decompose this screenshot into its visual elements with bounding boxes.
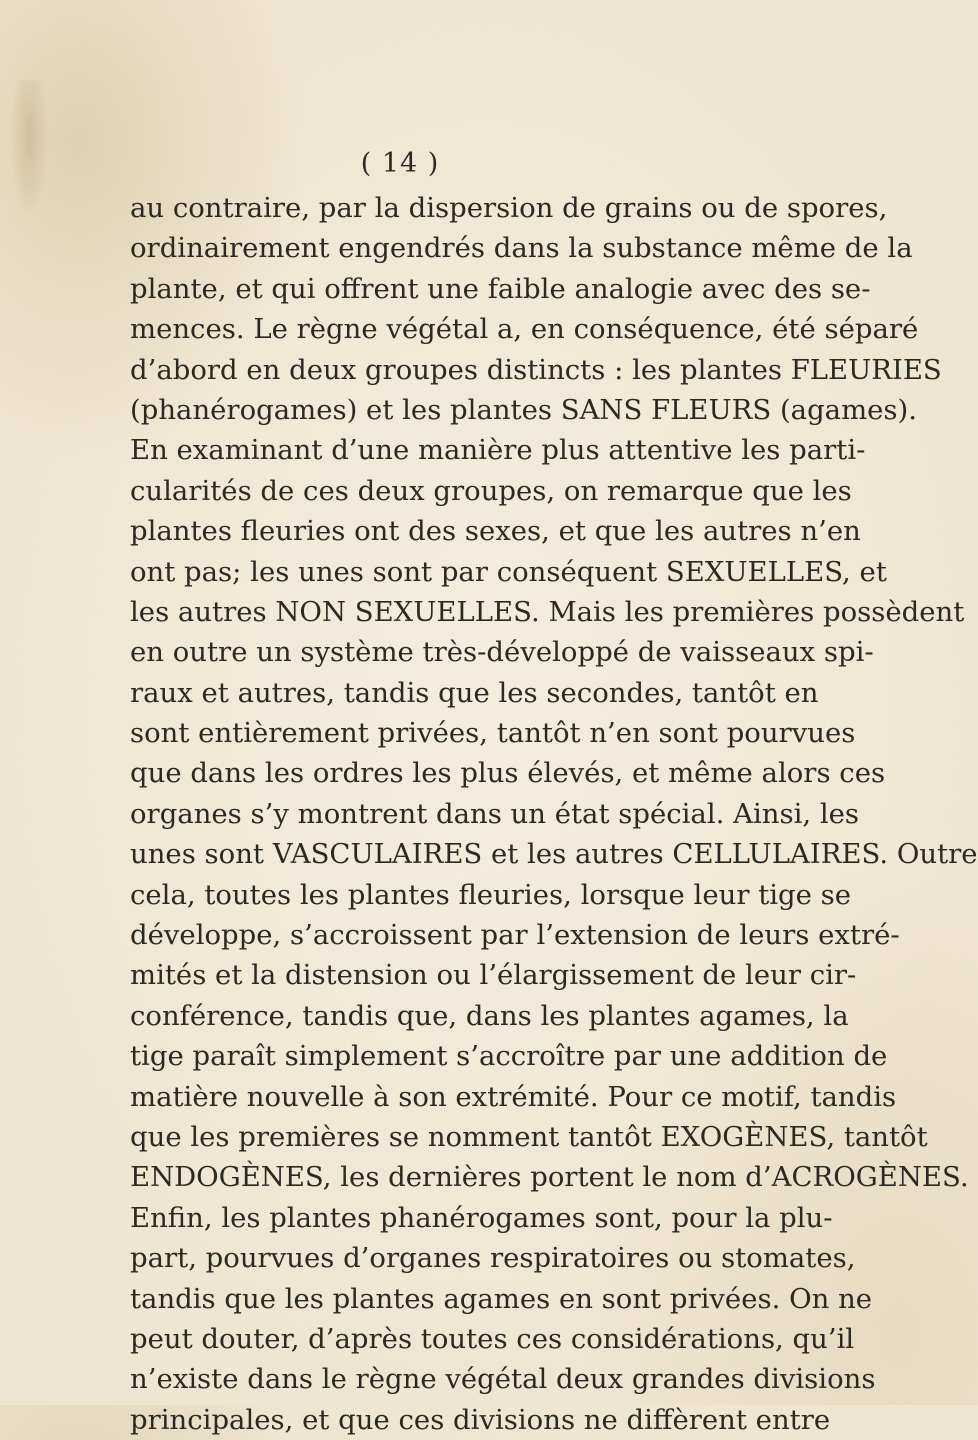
text-line: principales, et que ces divisions ne diffèrent entre [130,1403,831,1436]
page-number: ( 14 ) [360,148,440,179]
text-line: mences. Le règne végétal a, en conséquence, été séparé [130,313,919,346]
text-line: développe, s’accroissent par l’extension de leurs extré- [130,919,900,952]
text-line: les autres NON SEXUELLES. Mais les premières possèdent [130,595,965,628]
text-line: part, pourvues d’organes respiratoires ou stomates, [130,1242,856,1275]
text-line: organes s’y montrent dans un état spécial. Ainsi, les [130,797,860,830]
text-line: unes sont VASCULAIRES et les autres CELLULAIRES. Outre [130,838,978,871]
text-line: ordinairement engendrés dans la substance même de la [130,232,913,265]
text-line: cela, toutes les plantes fleuries, lorsque leur tige se [130,878,852,911]
text-line: conférence, tandis que, dans les plantes agames, la [130,999,849,1032]
text-line: matière nouvelle à son extrémité. Pour ce motif, tandis [130,1080,897,1113]
text-line: sont entièrement privées, tantôt n’en sont pourvues [130,717,856,750]
text-line: plante, et qui offrent une faible analogie avec des se- [130,272,871,305]
body-text [130,188,978,1440]
text-line: (phanérogames) et les plantes SANS FLEURS (agames). [130,393,918,426]
text-line: raux et autres, tandis que les secondes, tantôt en [130,676,819,709]
text-line: peut douter, d’après toutes ces considérations, qu’il [130,1322,855,1355]
text-line: n’existe dans le règne végétal deux grandes divisions [130,1363,876,1396]
text-line: au contraire, par la dispersion de grains ou de spores, [130,192,888,224]
text-line: en outre un système très-développé de vaisseaux spi- [130,636,874,669]
text-line: ENDOGÈNES, les dernières portent le nom d’ACROGÈNES. [130,1161,969,1194]
text-line: d’abord en deux groupes distincts : les plantes FLEURIES [130,353,942,386]
text-line: plantes fleuries ont des sexes, et que les autres n’en [130,515,861,548]
text-line: tige paraît simplement s’accroître par une addition de [130,1040,888,1073]
text-line: que dans les ordres les plus élevés, et même alors ces [130,757,886,790]
text-line: mités et la distension ou l’élargissement de leur cir- [130,959,857,992]
text-line: En examinant d’une manière plus attentive les parti- [130,434,866,467]
text-line: ont pas; les unes sont par conséquent SEXUELLES, et [130,555,887,588]
text-line: que les premières se nomment tantôt EXOGÈNES, tantôt [130,1120,928,1153]
text-line: Enfin, les plantes phanérogames sont, pour la plu- [130,1201,833,1234]
text-line: cularités de ces deux groupes, on remarque que les [130,474,852,507]
text-line: tandis que les plantes agames en sont privées. On ne [130,1282,873,1315]
